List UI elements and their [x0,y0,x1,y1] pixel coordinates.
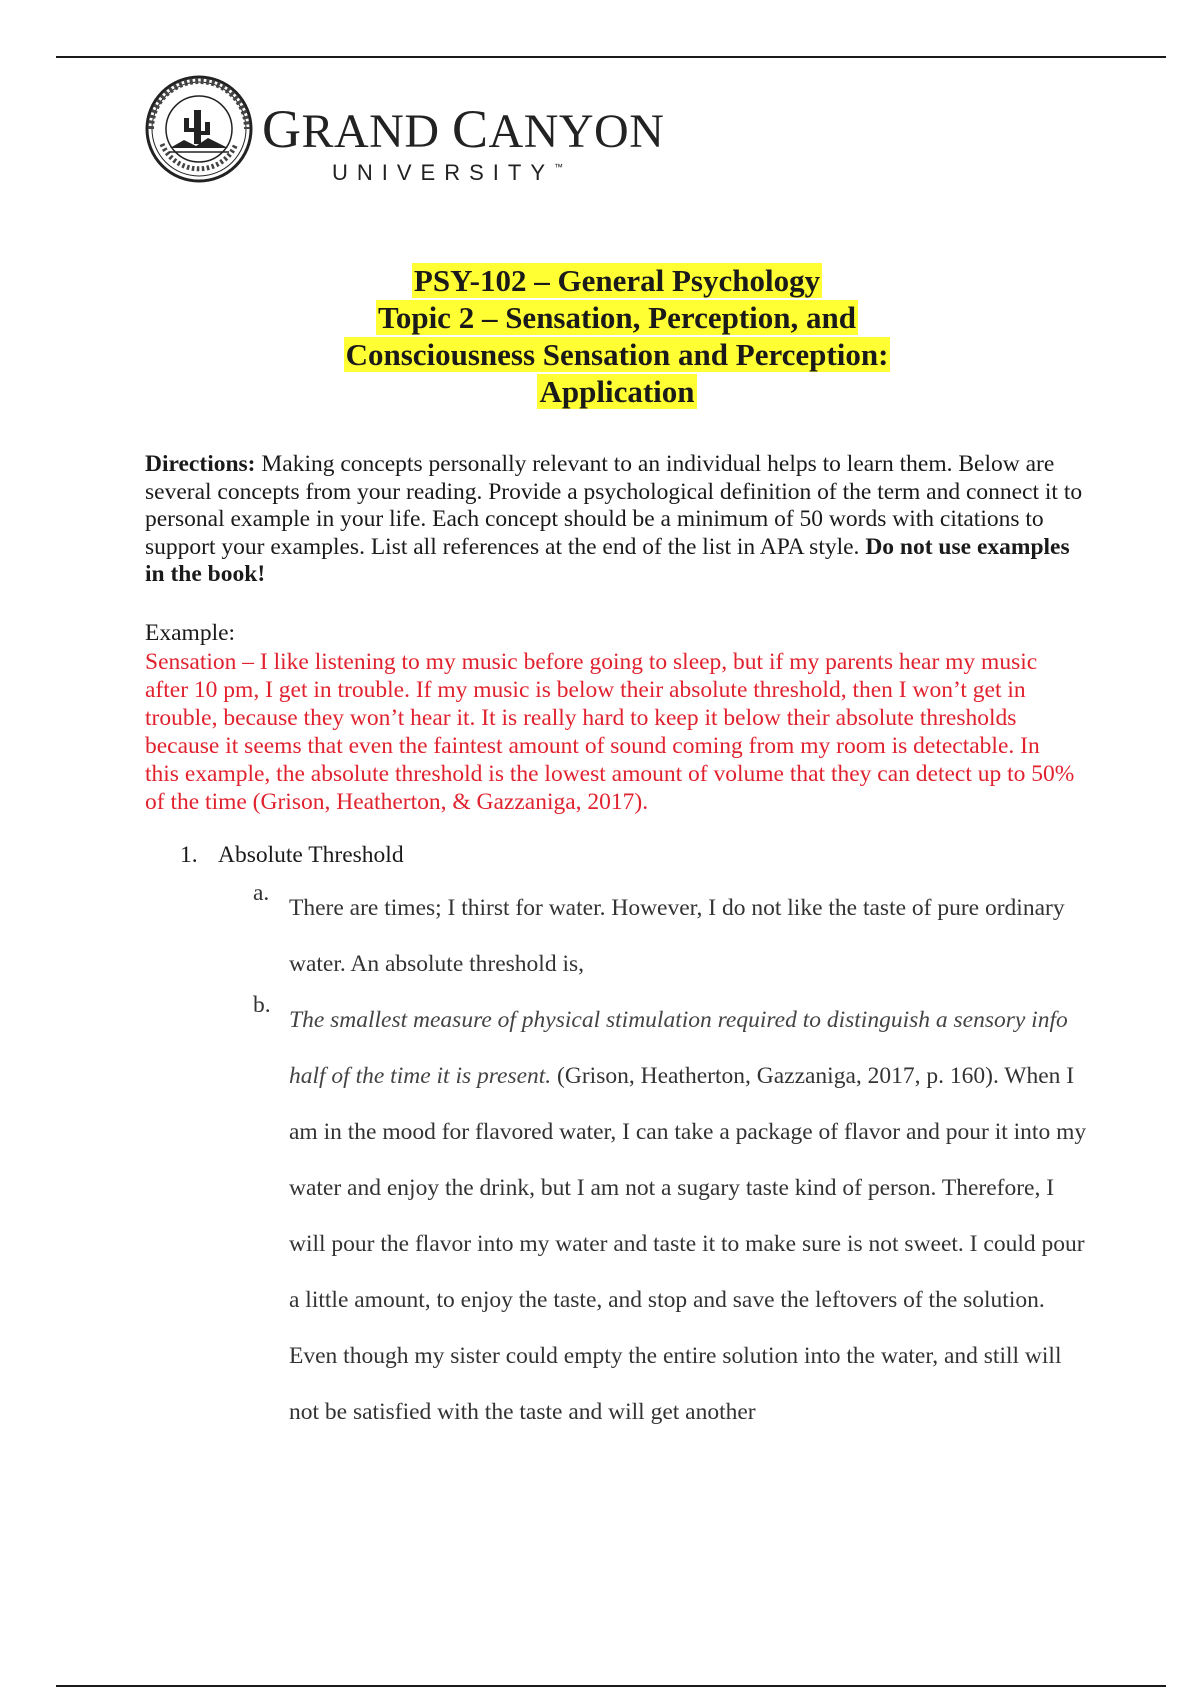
sub-item-text: (Grison, Heatherton, Gazzaniga, 2017, p. 160). When I am in the mood for flavored water, I can take a package of flavor and pour it into my water and enjoy the drink, but I am not a sugary taste kind of person. Therefore, I will pour the flavor into my water and taste it to make sure is not sweet. I could pour a little amount, to enjoy the taste, and stop and save the leftovers of the solution. Even though my sister could empty the entire solution into the water, and still will not be satisfied with the taste and will get another [289,1063,1087,1425]
title-line-3: Consciousness Sensation and Perception: [345,337,889,372]
directions-text: Making concepts personally relevant to an individual helps to learn them. Below are several concepts from your reading. Provide a psychological definition of the term and connect it to personal example in your life. Each concept should be a minimum of 50 words with citations to support your examples. List all references at the end of the list in APA style. [145,451,1083,560]
directions-label: Directions: [145,451,256,477]
top-rule [56,56,1166,58]
directions-paragraph [145,451,1085,589]
title-line-4: Application [539,374,695,409]
title-line-1: PSY-102 – General Psychology [413,263,821,298]
sub-item-letter: b. [253,992,271,1018]
university-logo [144,74,704,184]
directions-emphasis: Do not use examples in the book! [145,533,1070,587]
list-item-number: 1. [180,842,198,868]
list-item-title: Absolute Threshold [218,842,404,868]
page-title [0,262,1200,410]
sub-item-letter: a. [253,880,270,906]
list-item-absolute-threshold [180,842,404,869]
sub-item-text: There are times; I thirst for water. However, I do not like the taste of pure ordinary water. An absolute threshold is, [289,895,1065,977]
wordmark-university: UNIVERSITY™ [332,160,564,185]
university-seal-icon [144,74,254,184]
example-label: Example: [145,620,236,646]
title-line-2: Topic 2 – Sensation, Perception, and [378,300,856,335]
example-text: Sensation – I like listening to my music before going to sleep, but if my parents hear my music after 10 pm, I get in trouble. If my music is below their absolute threshold, then I won’t get in trouble, because they won’t hear it. It is really hard to keep it below their absolute thresholds because it seems that even the faintest amount of sound coming from my room is detectable. In this example, the absolute threshold is the lowest amount of volume that they can detect up to 50% of the time (Grison, Heatherton, & Gazzaniga, 2017). [145,649,1075,815]
definition-quote: The smallest measure of physical stimulation required to distinguish a sensory info half of the time it is present. [289,1007,1068,1089]
bottom-rule [56,1685,1166,1687]
wordmark [262,99,665,186]
sub-item-body [289,992,1089,1440]
wordmark-name: GRAND CANYON [262,99,665,159]
